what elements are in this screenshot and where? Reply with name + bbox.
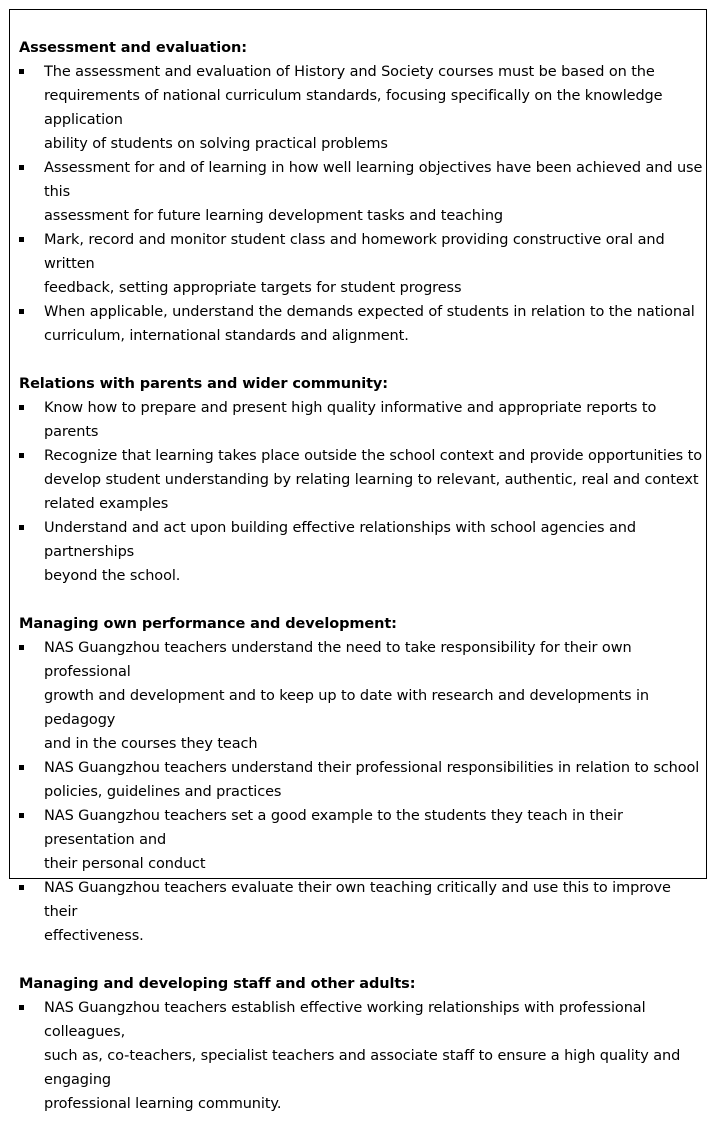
list-item-line: Recognize that learning takes place outside the school context and provide opportunities to (44, 448, 702, 464)
bullet-list (19, 396, 707, 588)
list-item-line: such as, co-teachers, specialist teachers and associate staff to ensure a high quality and engaging (44, 1048, 681, 1088)
list-item (19, 396, 707, 444)
list-item-line: feedback, setting appropriate targets for student progress (44, 280, 462, 296)
list-item-line: effectiveness. (44, 928, 144, 944)
list-item-line: The assessment and evaluation of History and Society courses must be based on the (44, 64, 655, 80)
list-item-line: and in the courses they teach (44, 736, 258, 752)
section (19, 612, 707, 948)
list-item-line: Mark, record and monitor student class and homework providing constructive oral and written (44, 232, 665, 272)
section-heading: Managing and developing staff and other adults: (19, 976, 416, 992)
square-bullet-icon (19, 885, 24, 890)
list-item-line: NAS Guangzhou teachers understand the need to take responsibility for their own professional (44, 640, 632, 680)
list-item (19, 516, 707, 588)
square-bullet-icon (19, 165, 24, 170)
list-item-line: NAS Guangzhou teachers set a good example to the students they teach in their presentation and (44, 808, 623, 848)
list-item (19, 636, 707, 756)
list-item (19, 876, 707, 948)
list-item-line: professional learning community. (44, 1096, 282, 1112)
list-item-line: develop student understanding by relating learning to relevant, authentic, real and context (44, 472, 699, 488)
square-bullet-icon (19, 813, 24, 818)
square-bullet-icon (19, 1005, 24, 1010)
list-item-line: assessment for future learning development tasks and teaching (44, 208, 504, 224)
list-item-line: policies, guidelines and practices (44, 784, 282, 800)
list-item-line: Understand and act upon building effective relationships with school agencies and partnerships (44, 520, 636, 560)
bullet-list (19, 996, 707, 1116)
list-item (19, 60, 707, 156)
list-item (19, 804, 707, 876)
square-bullet-icon (19, 453, 24, 458)
list-item-line: When applicable, understand the demands expected of students in relation to the national (44, 304, 695, 320)
section-heading: Managing own performance and development: (19, 616, 397, 632)
section (19, 372, 707, 588)
square-bullet-icon (19, 645, 24, 650)
bullet-list (19, 636, 707, 948)
list-item-line: their personal conduct (44, 856, 206, 872)
list-item-line: Know how to prepare and present high quality informative and appropriate reports to parents (44, 400, 657, 440)
list-item (19, 156, 707, 228)
list-item (19, 996, 707, 1116)
list-item-line: related examples (44, 496, 169, 512)
list-item-line: NAS Guangzhou teachers establish effective working relationships with professional colleagues, (44, 1000, 646, 1040)
section (19, 972, 707, 1116)
list-item (19, 228, 707, 300)
list-item-line: beyond the school. (44, 568, 181, 584)
list-item (19, 756, 707, 804)
list-item (19, 300, 707, 348)
bullet-list (19, 60, 707, 348)
list-item-line: requirements of national curriculum standards, focusing specifically on the knowledge application (44, 88, 663, 128)
square-bullet-icon (19, 237, 24, 242)
section (19, 36, 707, 348)
square-bullet-icon (19, 525, 24, 530)
section-heading: Relations with parents and wider community: (19, 376, 388, 392)
list-item-line: curriculum, international standards and alignment. (44, 328, 409, 344)
square-bullet-icon (19, 309, 24, 314)
list-item-line: NAS Guangzhou teachers understand their professional responsibilities in relation to school (44, 760, 700, 776)
list-item-line: ability of students on solving practical problems (44, 136, 388, 152)
square-bullet-icon (19, 765, 24, 770)
square-bullet-icon (19, 405, 24, 410)
list-item-line: growth and development and to keep up to date with research and developments in pedagogy (44, 688, 650, 728)
list-item (19, 444, 707, 516)
document-body (19, 36, 707, 1140)
list-item-line: Assessment for and of learning in how well learning objectives have been achieved and use this (44, 160, 703, 200)
square-bullet-icon (19, 69, 24, 74)
section-heading: Assessment and evaluation: (19, 40, 247, 56)
list-item-line: NAS Guangzhou teachers evaluate their own teaching critically and use this to improve their (44, 880, 671, 920)
